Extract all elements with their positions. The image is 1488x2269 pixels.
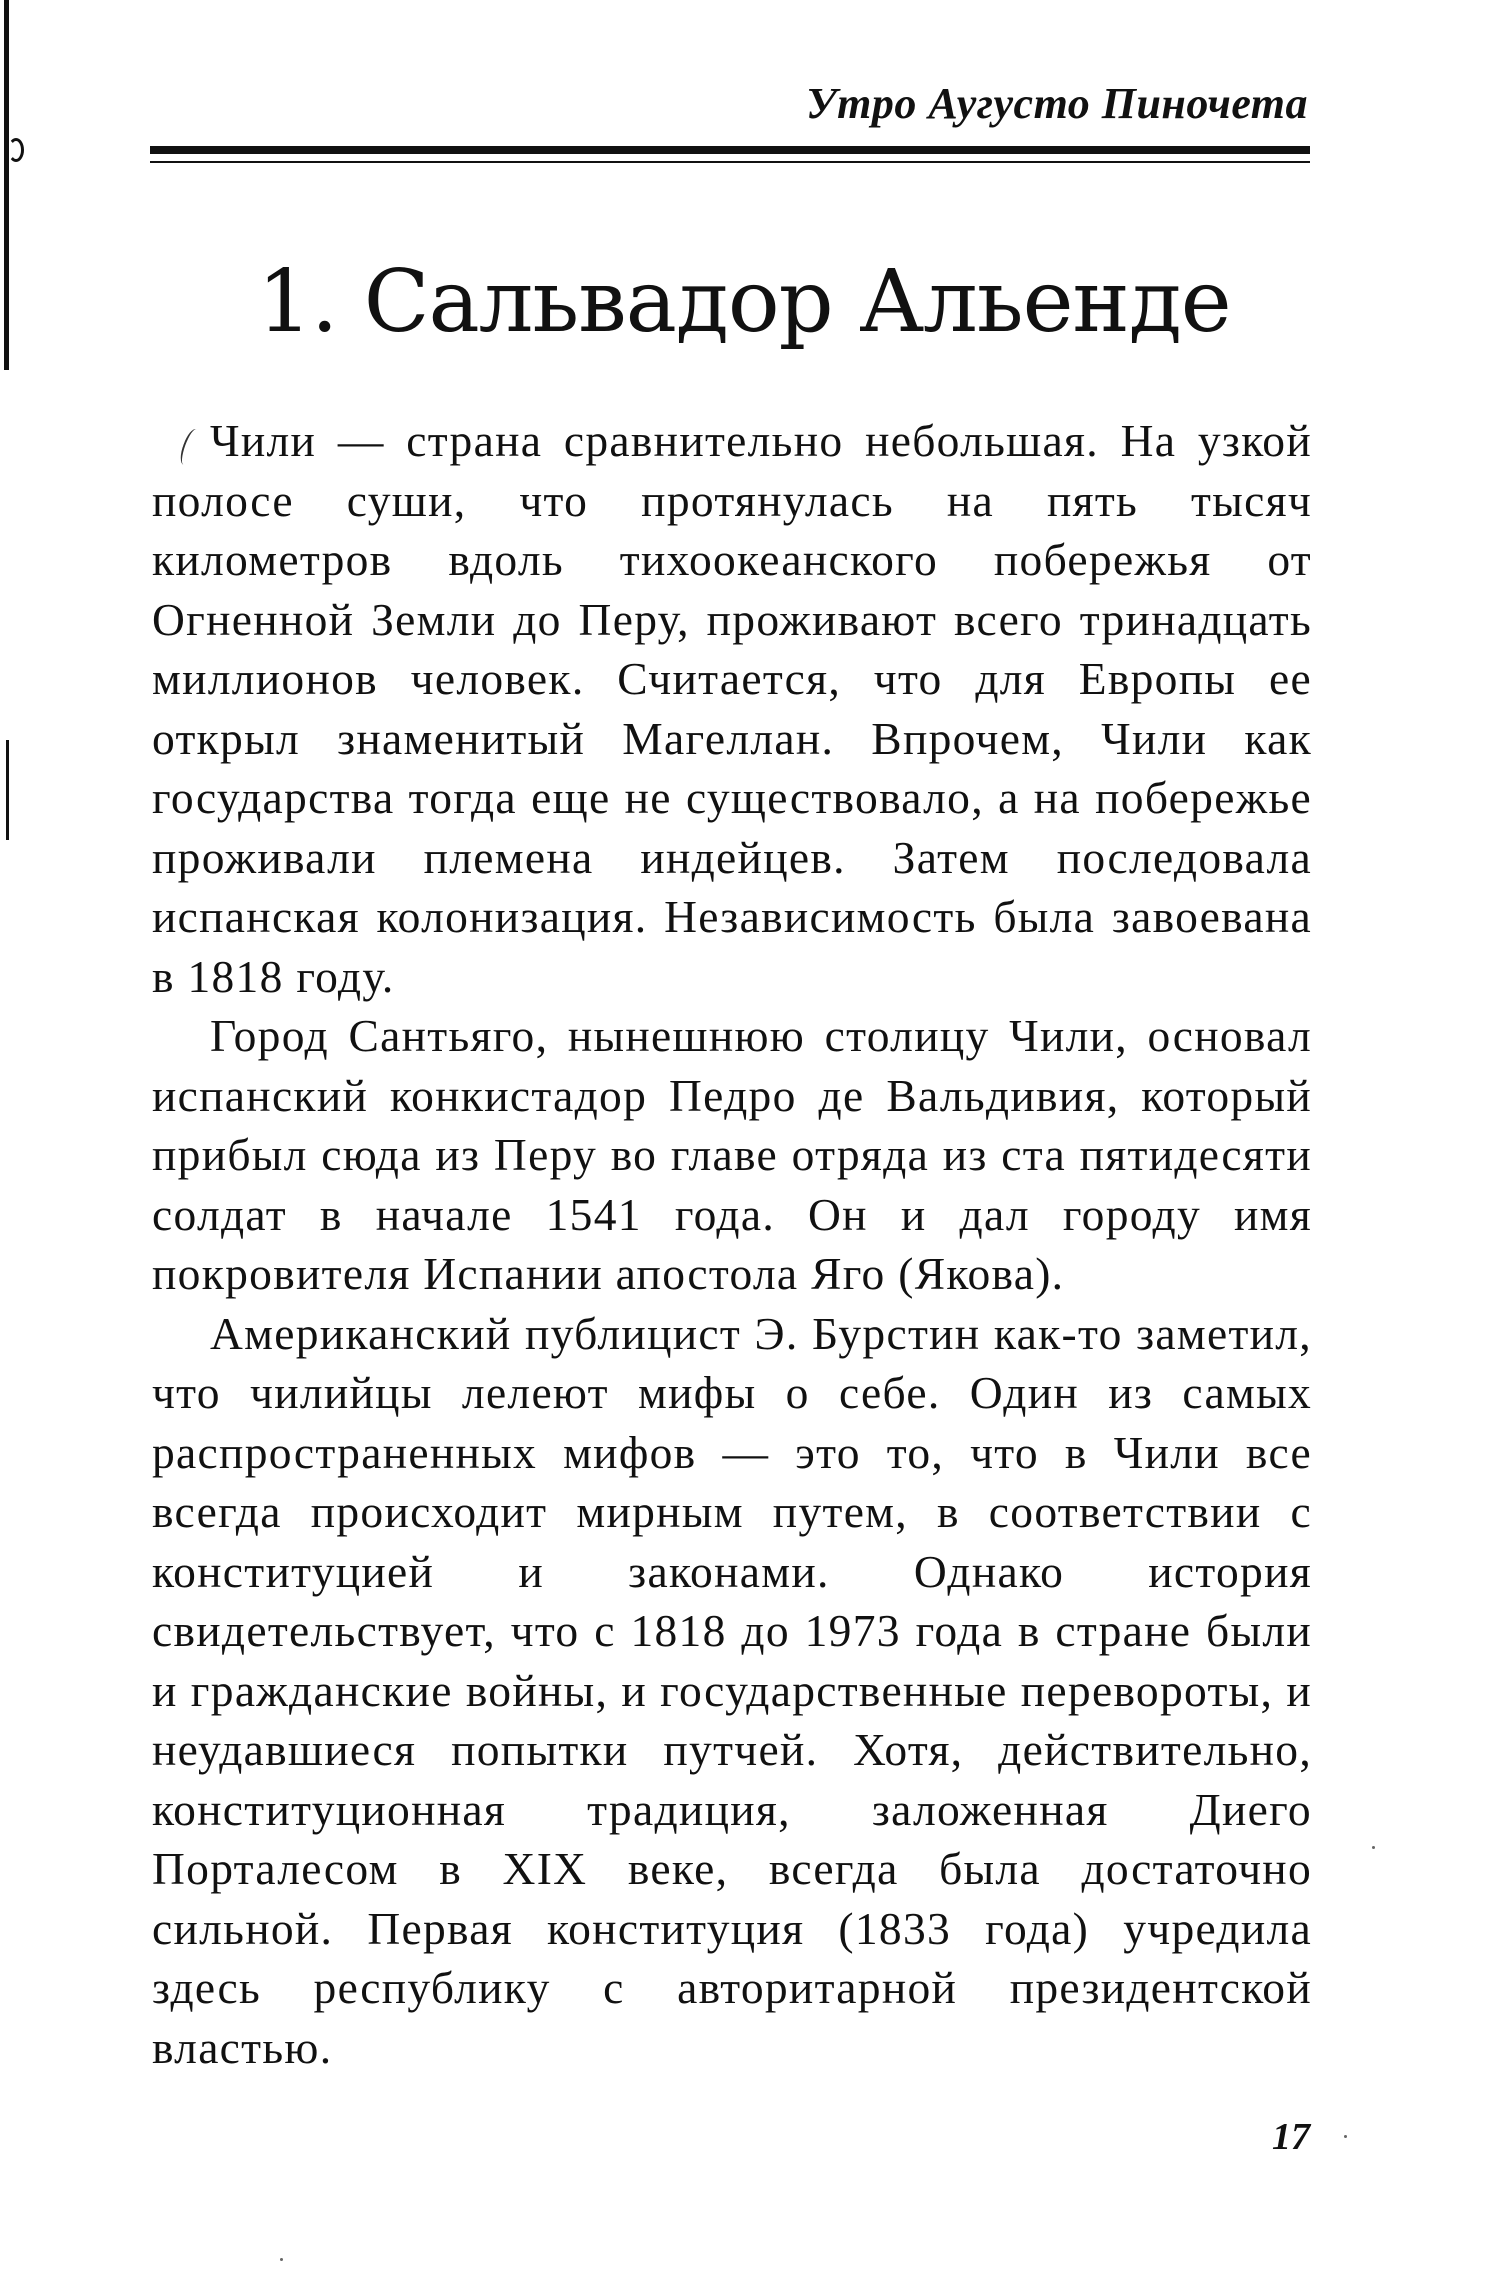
scan-speck xyxy=(1344,2135,1347,2138)
chapter-title: 1. Сальвадор Альенде xyxy=(257,252,1231,352)
header-rule-thick xyxy=(150,146,1310,154)
scan-speck xyxy=(280,2258,283,2261)
scan-speck xyxy=(1372,1846,1375,1849)
page-number: 17 xyxy=(1272,2116,1310,2158)
scan-edge-shadow xyxy=(6,740,9,840)
running-header-title: Утро Аугусто Пиночета xyxy=(806,79,1308,128)
header-rule-thin xyxy=(150,161,1310,163)
paragraph: Город Сантьяго, нынешнюю столицу Чили, основал испанский конкистадор Педро де Вальдивия, который прибыл сюда из Перу во главе отряда из ста пятидесяти солдат в начале 1541 года. Он и дал городу имя покровителя Испании апостола Яго (Якова). xyxy=(152,1010,1312,1299)
paragraph: Американский публицист Э. Бурстин как-то заметил, что чилийцы лелеют мифы о себе. Один из самых распространенных мифов — это то, что в Чили все всегда происходит мирным путем, в соответствии с конституцией и законами. Однако история свидетельствует, что с 1818 до 1973 года в стране были и гражданские войны, и государственные перевороты, и неудавшиеся попытки путчей. Хотя, действительно, конституционная традиция, заложенная Диего Порталесом в XIX веке, всегда была достаточно сильной. Первая конституция (1833 года) учредила здесь республику с авторитарной президентской властью. xyxy=(152,1307,1312,2073)
body-text xyxy=(152,411,1312,2077)
paragraph: Чили — страна сравнительно небольшая. На узкой полосе суши, что протянулась на пять тысяч километров вдоль тихоокеанского побережья от Огненной Земли до Перу, проживают всего тринадцать миллионов человек. Считается, что для Европы ее открыл знаменитый Магеллан. Впрочем, Чили как государства тогда еще не существовало, а на побережье проживали племена индейцев. Затем последовала испанская колонизация. Независимость была завоевана в 1818 году. xyxy=(152,415,1312,1002)
scan-edge-mark xyxy=(8,138,24,162)
